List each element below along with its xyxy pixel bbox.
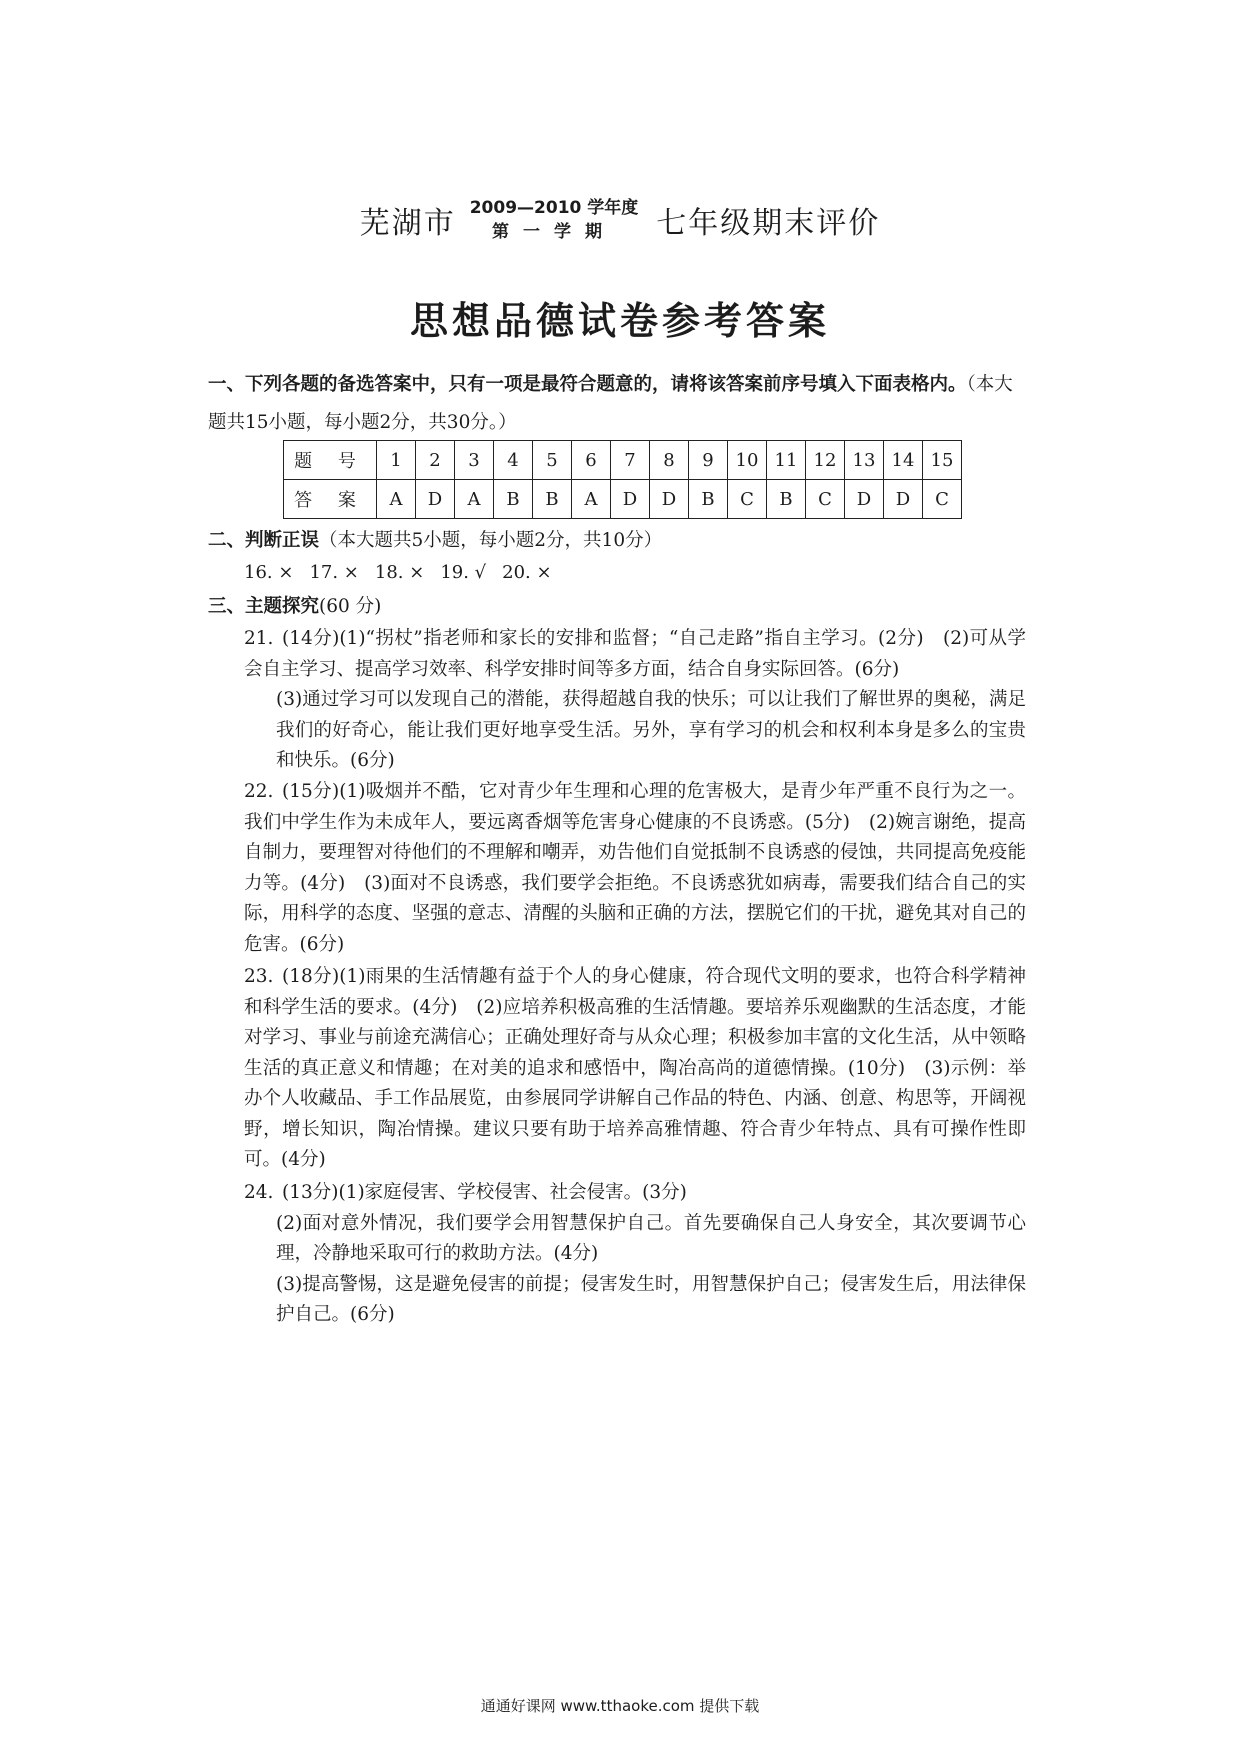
- section3-heading: [208, 592, 381, 622]
- question-23: [244, 962, 1026, 1176]
- question-21: [244, 624, 1026, 777]
- table-row-answers: [284, 480, 962, 519]
- page-title: 思想品德试卷参考答案: [409, 299, 830, 343]
- header-term: 第一学期: [492, 222, 616, 242]
- question-number-cell: 13: [845, 441, 884, 480]
- question-number-cell: 9: [689, 441, 728, 480]
- section3-note: (60 分): [319, 596, 382, 617]
- answer-cell: D: [611, 480, 650, 519]
- question-text: (13分)(1)家庭侵害、学校侵害、社会侵害。(3分): [282, 1182, 687, 1203]
- answer-cell: B: [689, 480, 728, 519]
- judgement-item: 18. ×: [374, 562, 425, 583]
- question-number-cell: 1: [377, 441, 416, 480]
- question-text: (15分)(1)吸烟并不酷，它对青少年生理和心理的危害极大，是青少年严重不良行为之一。我们中学生作为未成年人，要远离香烟等危害身心健康的不良诱惑。(5分) (2)婉言谢绝，提高自制力，要理智对待他们的不理解和嘲弄，劝告他们自觉抵制不良诱惑的侵蚀，共同提高免疫能力等。(4分) (3)面对不良诱惑，我们要学会拒绝。不良诱惑犹如病毒，需要我们结合自己的实际，用科学的态度、坚强的意志、清醒的头脑和正确的方法，摆脱它们的干扰，避免其对自己的危害。(6分): [244, 781, 1026, 955]
- row-label-answers: 答 案: [284, 480, 377, 519]
- answer-cell: B: [494, 480, 533, 519]
- question-number-cell: 2: [416, 441, 455, 480]
- section2-heading: [208, 526, 662, 556]
- question-text-part2: (3)通过学习可以发现自己的潜能，获得超越自我的快乐；可以让我们了解世界的奥秘，满足我们的好奇心，能让我们更好地享受生活。另外，享有学习的机会和权利本身是多么的宝贵和快乐。(6分): [276, 689, 1026, 771]
- answer-cell: B: [767, 480, 806, 519]
- section1-note: （本大题共15小题，每小题2分，共30分。）: [208, 374, 1013, 433]
- answer-cell: D: [650, 480, 689, 519]
- judgement-item: 17. ×: [309, 562, 359, 583]
- question-number-cell: 3: [455, 441, 494, 480]
- document-header: [0, 196, 1240, 244]
- answer-cell: D: [884, 480, 923, 519]
- answer-cell: A: [455, 480, 494, 519]
- question-number-cell: 5: [533, 441, 572, 480]
- judgement-item: 19. √: [440, 562, 487, 583]
- question-number-cell: 8: [650, 441, 689, 480]
- table-row-numbers: [284, 441, 962, 480]
- question-number-cell: 10: [728, 441, 767, 480]
- section3-heading-text: 三、主题探究: [208, 596, 320, 617]
- question-number-cell: 4: [494, 441, 533, 480]
- question-number-cell: 14: [884, 441, 923, 480]
- question-number-cell: 12: [806, 441, 845, 480]
- answer-cell: A: [572, 480, 611, 519]
- question-number: 21.: [244, 628, 274, 649]
- judgement-item: 16. ×: [244, 562, 294, 583]
- question-number-cell: 11: [767, 441, 806, 480]
- header-year: 2009—2010 学年度: [469, 198, 639, 218]
- question-number: 22.: [244, 781, 274, 802]
- question-24: [244, 1178, 1026, 1331]
- answer-cell: D: [845, 480, 884, 519]
- section2-note: （本大题共5小题，每小题2分，共10分）: [319, 530, 663, 551]
- question-22: [244, 777, 1026, 960]
- question-number-cell: 7: [611, 441, 650, 480]
- question-text-part3: (3)提高警惕，这是避免侵害的前提；侵害发生时，用智慧保护自己；侵害发生后，用法律保护自己。(6分): [276, 1273, 1026, 1325]
- question-number-cell: 15: [923, 441, 962, 480]
- answer-table: [283, 440, 962, 519]
- section2-heading-text: 二、判断正误: [208, 530, 320, 551]
- row-label-numbers: 题 号: [284, 441, 377, 480]
- answer-cell: A: [377, 480, 416, 519]
- section1-heading-text: 一、下列各题的备选答案中，只有一项是最符合题意的，请将该答案前序号填入下面表格内。: [208, 374, 967, 395]
- judgement-item: 20. ×: [502, 562, 552, 583]
- judgement-answers: [244, 562, 552, 583]
- question-number: 23.: [244, 966, 274, 987]
- question-text: (18分)(1)雨果的生活情趣有益于个人的身心健康，符合现代文明的要求，也符合科学精神和科学生活的要求。(4分) (2)应培养积极高雅的生活情趣。要培养乐观幽默的生活态度，才能对学习、事业与前途充满信心；正确处理好奇与从众心理；积极参加丰富的文化生活，从中领略生活的真正意义和情趣；在对美的追求和感悟中，陶冶高尚的道德情操。(10分) (3)示例：举办个人收藏品、手工作品展览，由参展同学讲解自己作品的特色、内涵、创意、构思等，开阔视野，增长知识，陶冶情操。建议只要有助于培养高雅情趣、符合青少年特点、具有可操作性即可。(4分): [244, 966, 1026, 1170]
- question-number-cell: 6: [572, 441, 611, 480]
- answer-cell: C: [806, 480, 845, 519]
- question-number: 24.: [244, 1182, 274, 1203]
- header-term-stack: [470, 196, 639, 244]
- answer-cell: C: [923, 480, 962, 519]
- answer-cell: C: [728, 480, 767, 519]
- answer-cell: B: [533, 480, 572, 519]
- header-city: 芜湖市: [359, 206, 456, 241]
- question-text-part2: (2)面对意外情况，我们要学会用智慧保护自己。首先要确保自己人身安全，其次要调节心理，冷静地采取可行的救助方法。(4分): [276, 1212, 1026, 1264]
- answer-cell: D: [416, 480, 455, 519]
- section1-heading: [208, 366, 1028, 442]
- footer-credit: 通通好课网 www.tthaoke.com 提供下载: [480, 1697, 760, 1715]
- header-grade: 七年级期末评价: [656, 206, 881, 241]
- question-text: (14分)(1)“拐杖”指老师和家长的安排和监督；“自己走路”指自主学习。(2分) (2)可从学会自主学习、提高学习效率、科学安排时间等多方面，结合自身实际回答。(6分): [244, 628, 1026, 680]
